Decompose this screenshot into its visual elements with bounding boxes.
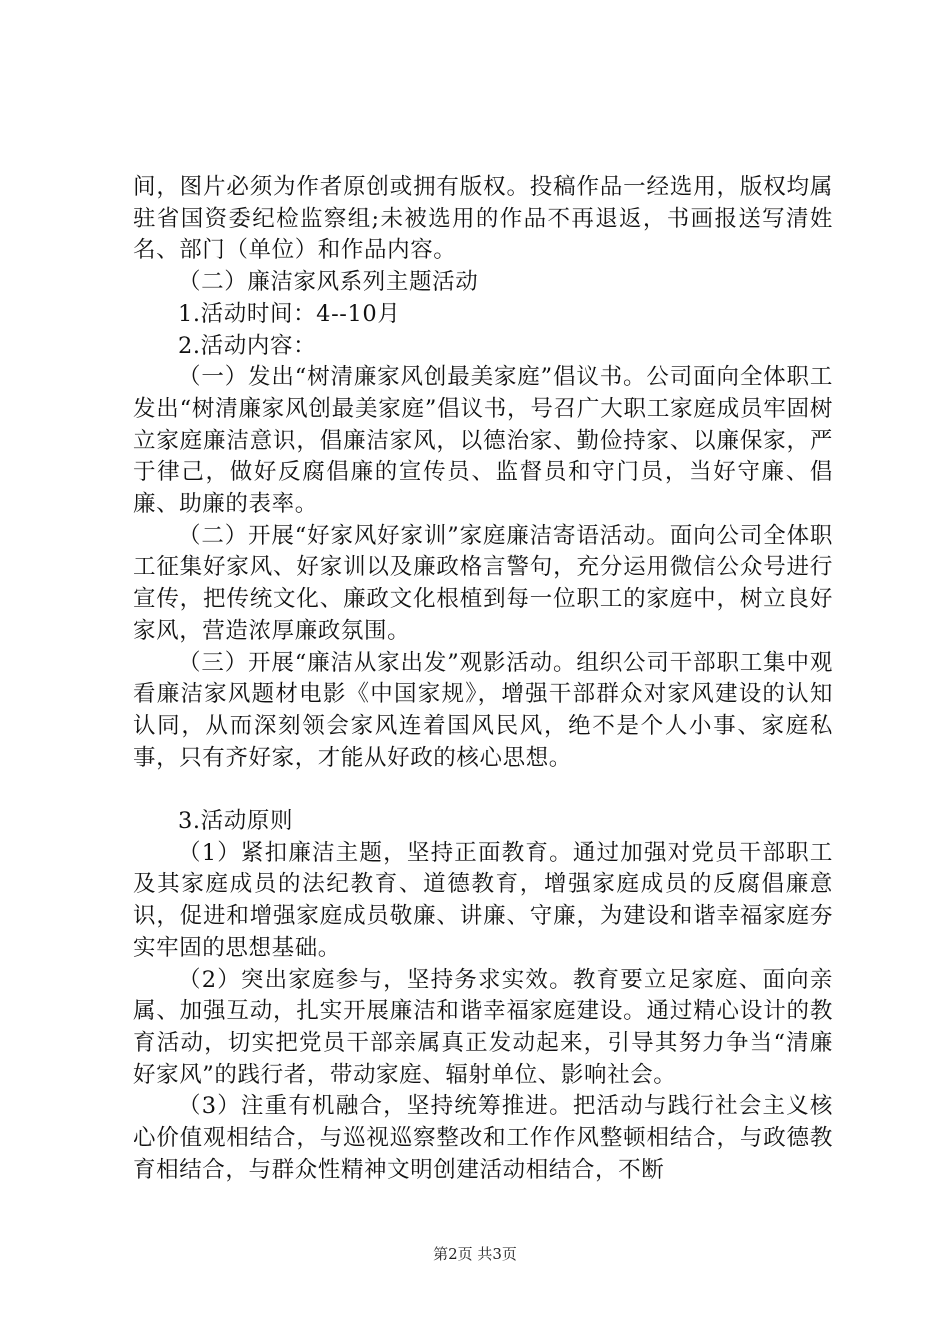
paragraph-film-viewing: （三）开展“廉洁从家出发”观影活动。组织公司干部职工集中观看廉洁家风题材电影《中国家规》，增强干部群众对家风建设的认知认同，从而深刻领会家风连着国风民风，绝不是个人小事、家庭私事，只有齐好家，才能从好政的核心思想。: [133, 649, 833, 771]
principle-1: （1）紧扣廉洁主题，坚持正面教育。通过加强对党员干部职工及其家庭成员的法纪教育、道德教育，增强家庭成员的反腐倡廉意识，促进和增强家庭成员敬廉、讲廉、守廉，为建设和谐幸福家庭夯实牢固的思想基础。: [133, 839, 833, 961]
paragraph-1: 间，图片必须为作者原创或拥有版权。投稿作品一经选用，版权均属驻省国资委纪检监察组;未被选用的作品不再退返，书画报送写清姓名、部门（单位）和作品内容。: [133, 174, 833, 264]
document-body: [133, 172, 833, 1186]
section-heading-2: （二）廉洁家风系列主题活动: [178, 269, 479, 296]
principle-2: （2）突出家庭参与，坚持务求实效。教育要立足家庭、面向亲属、加强互动，扎实开展廉洁和谐幸福家庭建设。通过精心设计的教育活动，切实把党员干部亲属真正发动起来，引导其努力争当“清廉好家风”的践行者，带动家庭、辐射单位、影响社会。: [133, 966, 833, 1088]
blank-line: [133, 774, 833, 806]
activity-principles-heading: 3.活动原则: [178, 808, 294, 835]
paragraph-family-motto: （二）开展“好家风好家训”家庭廉洁寄语活动。面向公司全体职工征集好家风、好家训以及廉政格言警句，充分运用微信公众号进行宣传，把传统文化、廉政文化根植到每一位职工的家庭中，树立良好家风，营造浓厚廉政氛围。: [133, 522, 833, 644]
page-number-footer: 第2页 共3页: [433, 1245, 517, 1263]
activity-content-heading: 2.活动内容：: [178, 332, 317, 359]
paragraph-initiative: （一）发出“树清廉家风创最美家庭”倡议书。公司面向全体职工发出“树清廉家风创最美家庭”倡议书，号召广大职工家庭成员牢固树立家庭廉洁意识，倡廉洁家风，以德治家、勤俭持家、以廉保家，严于律己，做好反腐倡廉的宣传员、监督员和守门员，当好守廉、倡廉、助廉的表率。: [133, 364, 833, 518]
activity-time: 1.活动时间：4--10月: [178, 300, 401, 327]
principle-3: （3）注重有机融合，坚持统筹推进。把活动与践行社会主义核心价值观相结合，与巡视巡察整改和工作作风整顿相结合，与政德教育相结合，与群众性精神文明创建活动相结合，不断: [133, 1093, 833, 1183]
